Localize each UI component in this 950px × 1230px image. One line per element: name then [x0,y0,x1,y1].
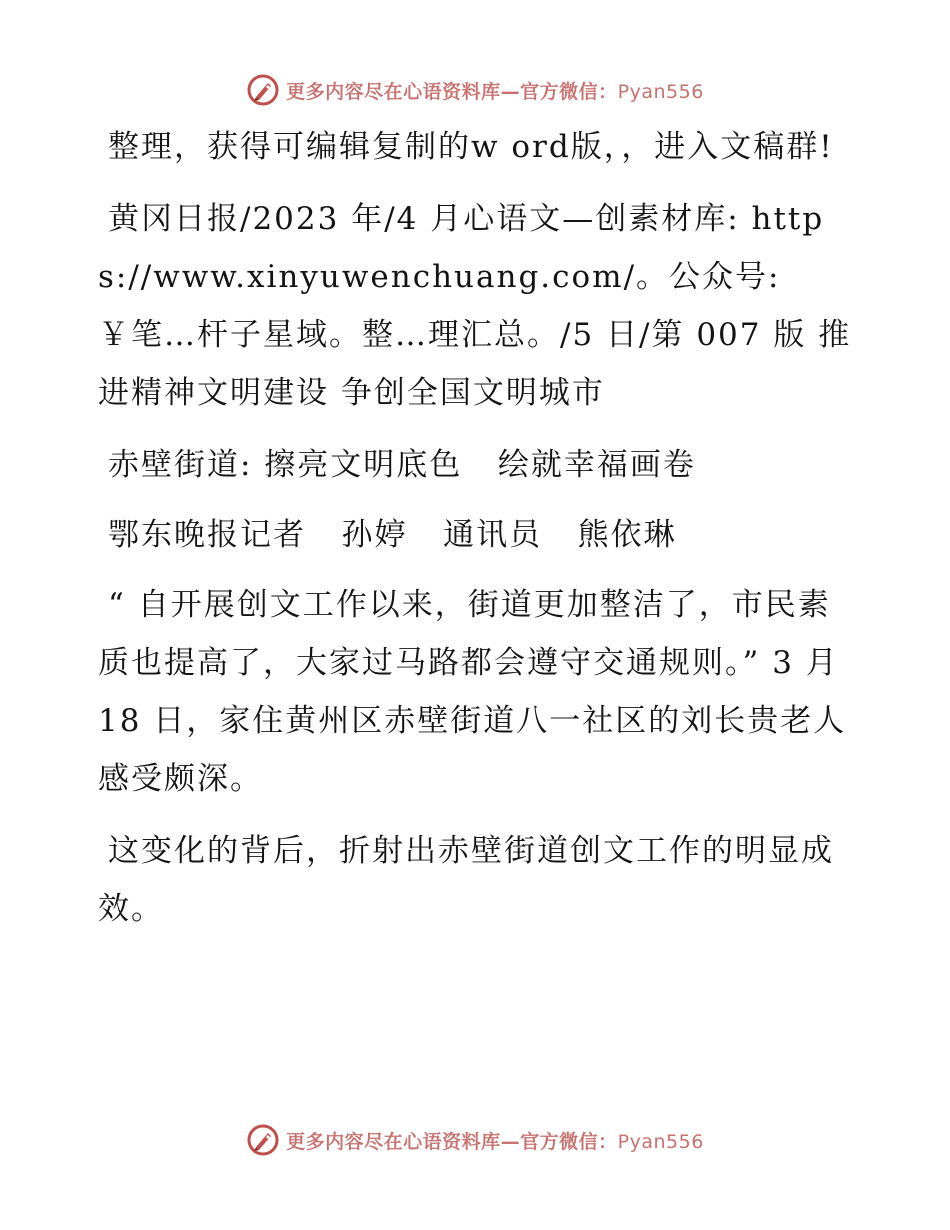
header-watermark-banner [0,70,950,110]
pen-nib-logo-icon [246,73,280,107]
article-byline: 鄂东晚报记者 孙婷 通讯员 熊依琳 [108,517,677,553]
banner-text: 更多内容尽在心语资料库—官方微信：Pyan556 [286,80,704,103]
body-paragraph: “ 自开展创文工作以来，街道更加整洁了，市民素质也提高了，大家过马路都会遵守交通规则。” 3 月 18 日，家住黄州区赤壁街道八一社区的刘长贵老人感受颇深。 [98,587,851,797]
wechat-handle: Pyan556 [617,80,704,103]
wechat-handle: Pyan556 [617,1130,704,1153]
banner-text: 更多内容尽在心语资料库—官方微信：Pyan556 [286,1130,704,1153]
article-body [98,118,858,952]
article-title: 赤壁街道: 擦亮文明底色 绘就幸福画卷 [108,447,696,483]
footer-watermark-banner [0,1120,950,1160]
body-paragraph: 这变化的背后，折射出赤壁街道创文工作的明显成效。 [98,833,834,927]
intro-paragraph: 整理，获得可编辑复制的w ord版，，进入文稿群! [108,129,834,165]
pen-nib-logo-icon [246,1123,280,1157]
source-paragraph: 黄冈日报/2023 年/4 月心语文—创素材库: https://www.xinyuwenchuang.com/。公众号: ￥笔…杆子星域。整…理汇总。/5 日/第 007 版 推进精神文明建设 争创全国文明城市 [98,201,852,411]
